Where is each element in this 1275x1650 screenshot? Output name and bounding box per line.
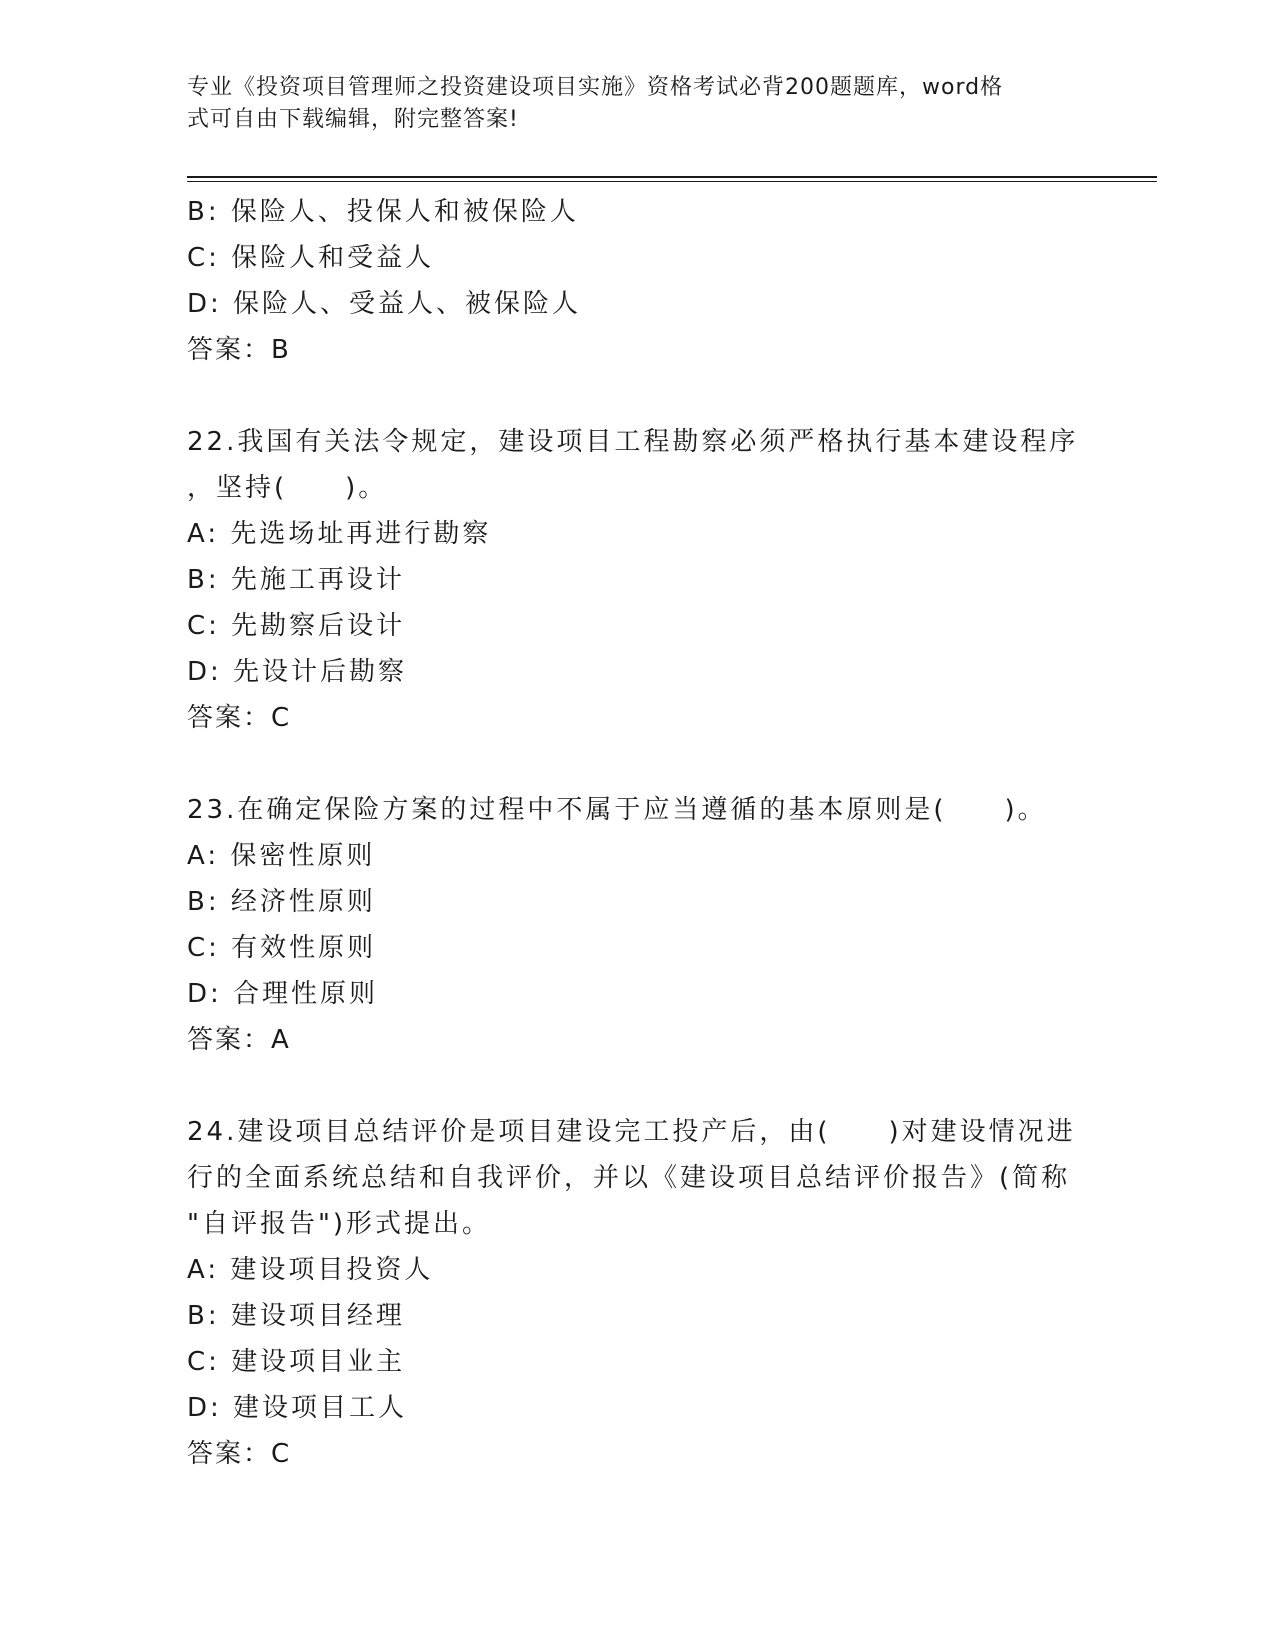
answer-line: 答案：C bbox=[187, 1439, 292, 1469]
question-21-continuation bbox=[187, 189, 1087, 373]
option-b: B: 保险人、投保人和被保险人 bbox=[187, 197, 579, 227]
option-d: D: 保险人、受益人、被保险人 bbox=[187, 289, 582, 319]
option-c: C: 保险人和受益人 bbox=[187, 243, 435, 273]
option-c: C: 先勘察后设计 bbox=[187, 611, 406, 641]
header-title-line-2: 式可自由下载编辑，附完整答案! bbox=[187, 107, 519, 132]
answer-line: 答案：A bbox=[187, 1025, 291, 1055]
option-a: A: 保密性原则 bbox=[187, 841, 376, 871]
option-d: D: 合理性原则 bbox=[187, 979, 379, 1009]
question-stem-line: 24.建设项目总结评价是项目建设完工投产后，由( )对建设情况进 bbox=[187, 1117, 1076, 1147]
question-stem-line: 23.在确定保险方案的过程中不属于应当遵循的基本原则是( )。 bbox=[187, 795, 1047, 825]
option-d: D: 先设计后勘察 bbox=[187, 657, 408, 687]
question-stem-line: 行的全面系统总结和自我评价，并以《建设项目总结评价报告》(简称 bbox=[187, 1163, 1071, 1193]
option-d: D: 建设项目工人 bbox=[187, 1393, 408, 1423]
option-b: B: 建设项目经理 bbox=[187, 1301, 405, 1331]
question-stem-line: "自评报告")形式提出。 bbox=[187, 1209, 492, 1239]
option-c: C: 建设项目业主 bbox=[187, 1347, 406, 1377]
question-stem-line: 22.我国有关法令规定，建设项目工程勘察必须严格执行基本建设程序 bbox=[187, 427, 1079, 457]
option-a: A: 先选场址再进行勘察 bbox=[187, 519, 492, 549]
document-header bbox=[187, 72, 1067, 136]
header-divider-thin bbox=[187, 181, 1157, 182]
question-24 bbox=[187, 1109, 1087, 1477]
header-title-line-1: 专业《投资项目管理师之投资建设项目实施》资格考试必背200题题库，word格 bbox=[187, 75, 1004, 100]
option-b: B: 先施工再设计 bbox=[187, 565, 405, 595]
option-c: C: 有效性原则 bbox=[187, 933, 377, 963]
question-stem-line: ，坚持( )。 bbox=[187, 473, 388, 503]
header-divider-thick bbox=[187, 176, 1157, 178]
question-list bbox=[187, 189, 1087, 1477]
answer-line: 答案：B bbox=[187, 335, 291, 365]
question-22 bbox=[187, 419, 1087, 741]
option-b: B: 经济性原则 bbox=[187, 887, 376, 917]
question-23 bbox=[187, 787, 1087, 1063]
option-a: A: 建设项目投资人 bbox=[187, 1255, 434, 1285]
answer-line: 答案：C bbox=[187, 703, 292, 733]
